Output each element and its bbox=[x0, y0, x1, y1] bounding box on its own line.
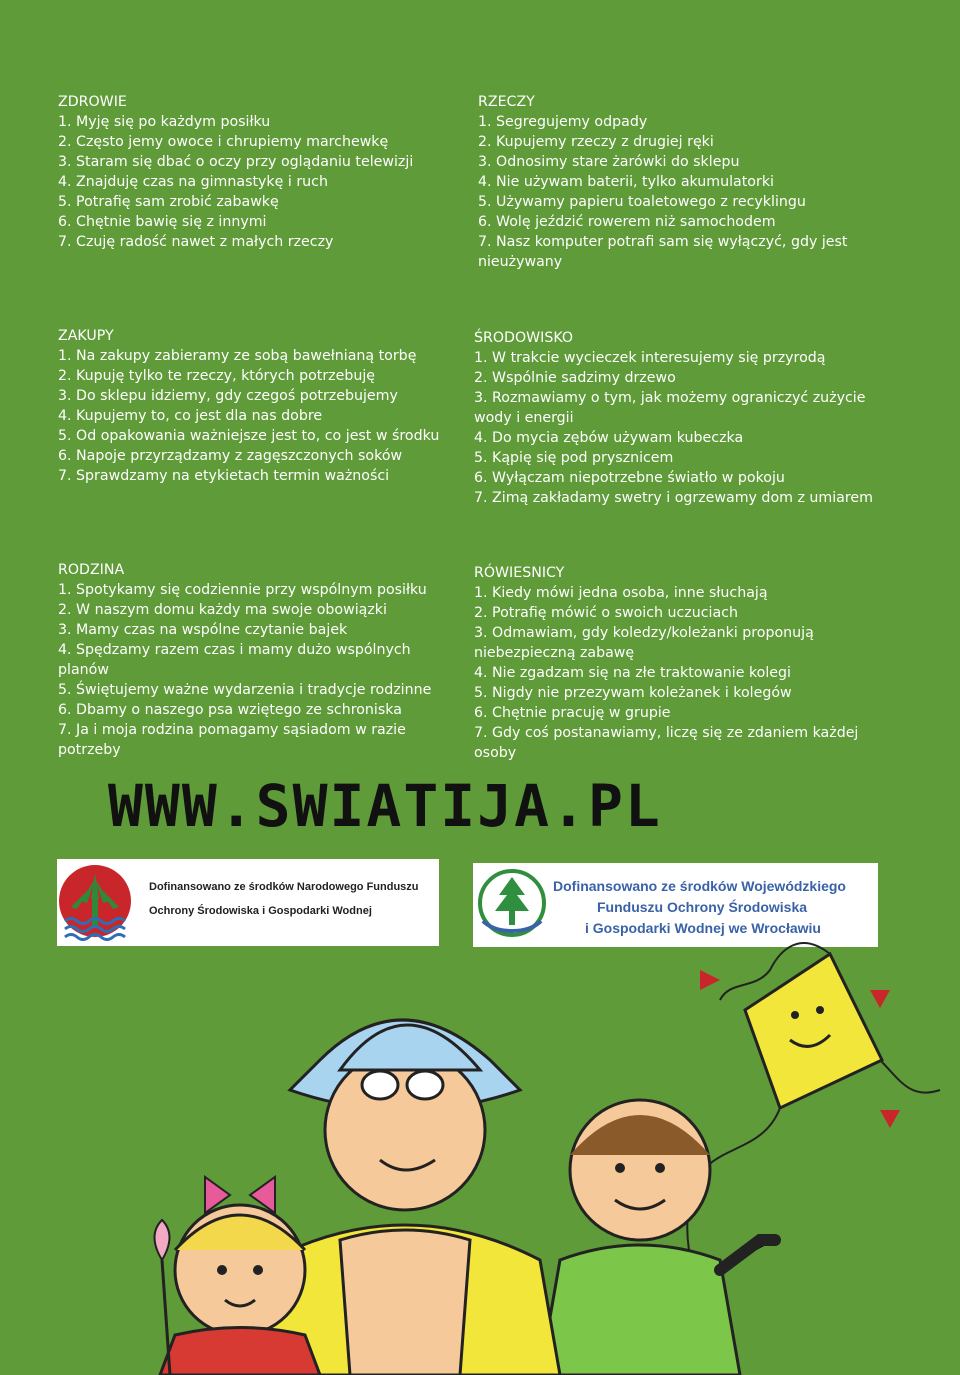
website-url[interactable]: WWW.SWIATIJA.PL bbox=[108, 772, 662, 840]
list-item: 4. Do mycia zębów używam kubeczka bbox=[474, 430, 744, 446]
section-title: RODZINA bbox=[58, 562, 125, 578]
list-item: 7. Nasz komputer potrafi sam się wyłączyć, gdy jest nieużywany bbox=[478, 234, 848, 270]
boy-green-shirt-icon bbox=[540, 1100, 775, 1375]
children-with-kite-illustration bbox=[0, 940, 960, 1375]
list-item: 2. Kupujemy rzeczy z drugiej ręki bbox=[478, 134, 714, 150]
list-item: 4. Znajduję czas na gimnastykę i ruch bbox=[58, 174, 328, 190]
list-item: 6. Chętnie bawię się z innymi bbox=[58, 214, 267, 230]
list-item: 1. Segregujemy odpady bbox=[478, 114, 648, 130]
list-item: 2. Potrafię mówić o swoich uczuciach bbox=[474, 605, 738, 621]
list-item: 5. Nigdy nie przezywam koleżanek i kolegów bbox=[474, 685, 792, 701]
list-item: 4. Kupujemy to, co jest dla nas dobre bbox=[58, 408, 323, 424]
list-item: 3. Staram się dbać o oczy przy oglądaniu telewizji bbox=[58, 154, 414, 170]
list-item: 5. Kąpię się pod prysznicem bbox=[474, 450, 674, 466]
nfosigw-logo-banner bbox=[57, 859, 439, 946]
list-item: 4. Nie używam baterii, tylko akumulatorki bbox=[478, 174, 774, 190]
section-title: ŚRODOWISKO bbox=[474, 330, 574, 346]
list-item: 6. Wolę jeździć rowerem niż samochodem bbox=[478, 214, 776, 230]
list-item: 6. Chętnie pracuję w grupie bbox=[474, 705, 671, 721]
list-item: 2. Kupuję tylko te rzeczy, których potrzebuję bbox=[58, 368, 376, 384]
section-rzeczy bbox=[478, 92, 898, 272]
section-srodowisko bbox=[474, 328, 894, 508]
man-with-hat-icon bbox=[250, 1020, 560, 1375]
list-item: 3. Do sklepu idziemy, gdy czegoś potrzebujemy bbox=[58, 388, 398, 404]
section-title: RÓWIESNICY bbox=[474, 565, 565, 581]
list-item: 7. Ja i moja rodzina pomagamy sąsiadom w razie potrzeby bbox=[58, 722, 406, 758]
logo-line: Dofinansowano ze środków Narodowego Funduszu bbox=[149, 881, 419, 893]
list-item: 7. Zimą zakładamy swetry i ogrzewamy dom z umiarem bbox=[474, 490, 873, 506]
section-zakupy bbox=[58, 326, 458, 486]
wfosigw-logo-banner bbox=[473, 863, 878, 947]
list-item: 7. Gdy coś postanawiamy, liczę się ze zdaniem każdej osoby bbox=[474, 725, 859, 761]
list-item: 1. Myję się po każdym posiłku bbox=[58, 114, 271, 130]
list-item: 1. Na zakupy zabieramy ze sobą bawełnianą torbę bbox=[58, 348, 417, 364]
list-item: 6. Dbamy o naszego psa wziętego ze schroniska bbox=[58, 702, 402, 718]
logo-line: Dofinansowano ze środków Wojewódzkiego bbox=[553, 878, 846, 894]
list-item: 1. Kiedy mówi jedna osoba, inne słuchają bbox=[474, 585, 768, 601]
girl-with-bow-icon bbox=[155, 1177, 321, 1375]
nfosigw-emblem-icon bbox=[57, 859, 137, 946]
list-item: 3. Mamy czas na wspólne czytanie bajek bbox=[58, 622, 348, 638]
list-item: 2. Często jemy owoce i chrupiemy marchewkę bbox=[58, 134, 389, 150]
section-rodzina bbox=[58, 560, 448, 760]
list-item: 1. Spotykamy się codziennie przy wspólnym posiłku bbox=[58, 582, 427, 598]
logo-line: Ochrony Środowiska i Gospodarki Wodnej bbox=[149, 905, 372, 917]
logo-line: Funduszu Ochrony Środowiska bbox=[597, 899, 808, 915]
list-item: 5. Świętujemy ważne wydarzenia i tradycje rodzinne bbox=[58, 682, 432, 698]
list-item: 5. Potrafię sam zrobić zabawkę bbox=[58, 194, 279, 210]
wfosigw-tree-icon bbox=[475, 863, 549, 947]
logo-line: i Gospodarki Wodnej we Wrocławiu bbox=[585, 920, 821, 936]
section-rowiesnicy bbox=[474, 563, 894, 763]
list-item: 7. Czuję radość nawet z małych rzeczy bbox=[58, 234, 334, 250]
list-item: 2. Wspólnie sadzimy drzewo bbox=[474, 370, 676, 386]
list-item: 1. W trakcie wycieczek interesujemy się przyrodą bbox=[474, 350, 826, 366]
list-item: 3. Odmawiam, gdy koledzy/koleżanki proponują niebezpieczną zabawę bbox=[474, 625, 814, 661]
list-item: 5. Używamy papieru toaletowego z recyklingu bbox=[478, 194, 806, 210]
list-item: 7. Sprawdzamy na etykietach termin ważności bbox=[58, 468, 390, 484]
list-item: 4. Spędzamy razem czas i mamy dużo wspólnych planów bbox=[58, 642, 411, 678]
list-item: 2. W naszym domu każdy ma swoje obowiązki bbox=[58, 602, 387, 618]
section-zdrowie bbox=[58, 92, 438, 252]
section-title: ZAKUPY bbox=[58, 328, 114, 344]
section-title: RZECZY bbox=[478, 94, 535, 110]
list-item: 3. Rozmawiamy o tym, jak możemy ograniczyć zużycie wody i energii bbox=[474, 390, 866, 426]
list-item: 4. Nie zgadzam się na złe traktowanie kolegi bbox=[474, 665, 791, 681]
list-item: 3. Odnosimy stare żarówki do sklepu bbox=[478, 154, 740, 170]
list-item: 6. Wyłączam niepotrzebne światło w pokoju bbox=[474, 470, 785, 486]
list-item: 5. Od opakowania ważniejsze jest to, co jest w środku bbox=[58, 428, 440, 444]
list-item: 6. Napoje przyrządzamy z zagęszczonych soków bbox=[58, 448, 403, 464]
section-title: ZDROWIE bbox=[58, 94, 127, 110]
